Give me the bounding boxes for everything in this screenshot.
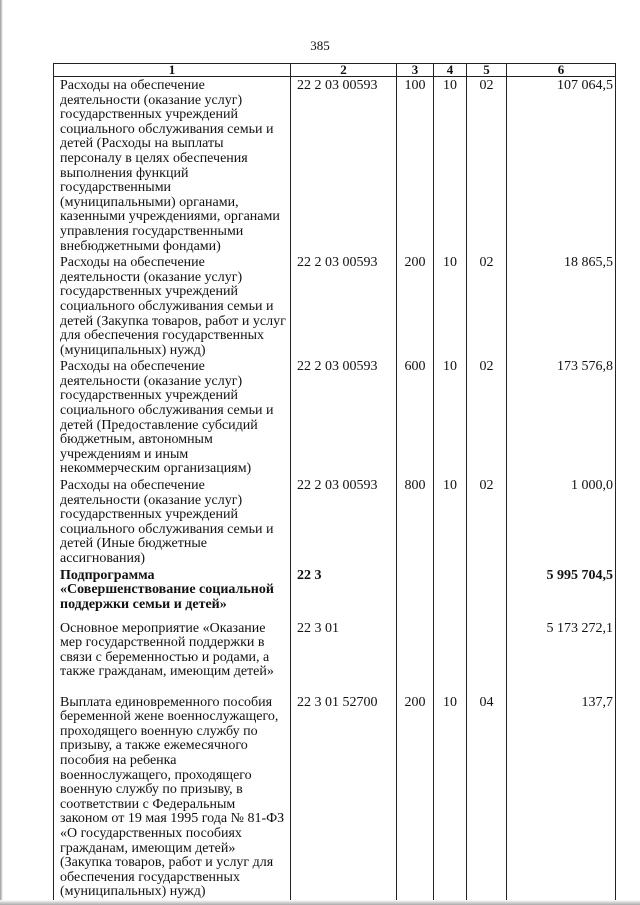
- row-subsection: [467, 567, 507, 620]
- row-section: 10: [434, 77, 467, 255]
- scan-bottom-edge: [0, 900, 640, 905]
- row-target-code: 22 2 03 00593: [291, 254, 397, 358]
- row-subsection: 02: [467, 477, 507, 567]
- row-section: 10: [434, 254, 467, 358]
- table-row: [54, 620, 616, 694]
- row-target-code: 22 2 03 00593: [291, 477, 397, 567]
- row-expense-type: 600: [397, 358, 434, 477]
- row-section: [434, 620, 467, 694]
- budget-table: [53, 63, 616, 900]
- row-name: Подпрограмма «Совершенствование социальной поддержки семьи и детей»: [54, 567, 291, 620]
- table-row: [54, 477, 616, 567]
- row-section: [434, 567, 467, 620]
- row-subsection: 04: [467, 694, 507, 900]
- row-target-code: 22 2 03 00593: [291, 77, 397, 255]
- table-row: [54, 77, 616, 255]
- row-name: Расходы на обеспечение деятельности (оказание услуг) государственных учреждений социального обслуживания семьи и детей (Предоставление субсидий бюджетным, автономным учреждениям и иным некоммерческим организациям): [54, 358, 291, 477]
- row-subsection: [467, 620, 507, 694]
- table-row: [54, 254, 616, 358]
- row-target-code: 22 2 03 00593: [291, 358, 397, 477]
- scan-left-edge: [0, 0, 3, 905]
- row-target-code: 22 3 01 52700: [291, 694, 397, 900]
- row-subsection: 02: [467, 358, 507, 477]
- header-col-3: 3: [397, 64, 434, 77]
- row-expense-type: 800: [397, 477, 434, 567]
- table-row-subprogram: [54, 567, 616, 620]
- row-subsection: 02: [467, 254, 507, 358]
- table-header-row: [54, 64, 616, 77]
- row-amount: 1 000,0: [507, 477, 616, 567]
- row-name: Выплата единовременного пособия беременной жене военнослужащего, проходящего военную службу по призыву, а также ежемесячного пособия на ребенка военнослужащего, проходящего военную службу по призыву, в соответствии с Федеральным законом от 19 мая 1995 года № 81-ФЗ «О государственных пособиях гражданам, имеющим детей» (Закупка товаров, работ и услуг для обеспечения государственных (муниципальных) нужд): [54, 694, 291, 900]
- page-number: 385: [310, 38, 330, 53]
- header-col-5: 5: [467, 64, 507, 77]
- table-row: [54, 358, 616, 477]
- row-name: Расходы на обеспечение деятельности (оказание услуг) государственных учреждений социального обслуживания семьи и детей (Закупка товаров, работ и услуг для обеспечения государственных (муниципальных) нужд): [54, 254, 291, 358]
- row-section: 10: [434, 358, 467, 477]
- row-amount: 18 865,5: [507, 254, 616, 358]
- header-col-1: 1: [54, 64, 291, 77]
- row-amount: 173 576,8: [507, 358, 616, 477]
- header-col-2: 2: [291, 64, 397, 77]
- row-name: Основное мероприятие «Оказание мер государственной поддержки в связи с беременностью и родами, а также гражданам, имеющим детей»: [54, 620, 291, 694]
- table-row: [54, 694, 616, 900]
- row-amount: 5 173 272,1: [507, 620, 616, 694]
- row-amount: 5 995 704,5: [507, 567, 616, 620]
- row-expense-type: [397, 620, 434, 694]
- row-name: Расходы на обеспечение деятельности (оказание услуг) государственных учреждений социального обслуживания семьи и детей (Расходы на выплаты персоналу в целях обеспечения выполнения функций государственными (муниципальными) органами, казенными учреждениями, органами управления государственными внебюджетными фондами): [54, 77, 291, 255]
- row-section: 10: [434, 694, 467, 900]
- row-section: 10: [434, 477, 467, 567]
- row-expense-type: [397, 567, 434, 620]
- row-target-code: 22 3: [291, 567, 397, 620]
- row-amount: 107 064,5: [507, 77, 616, 255]
- header-col-6: 6: [507, 64, 616, 77]
- row-amount: 137,7: [507, 694, 616, 900]
- row-subsection: 02: [467, 77, 507, 255]
- row-expense-type: 200: [397, 254, 434, 358]
- header-col-4: 4: [434, 64, 467, 77]
- row-expense-type: 100: [397, 77, 434, 255]
- row-name: Расходы на обеспечение деятельности (оказание услуг) государственных учреждений социального обслуживания семьи и детей (Иные бюджетные ассигнования): [54, 477, 291, 567]
- row-expense-type: 200: [397, 694, 434, 900]
- row-target-code: 22 3 01: [291, 620, 397, 694]
